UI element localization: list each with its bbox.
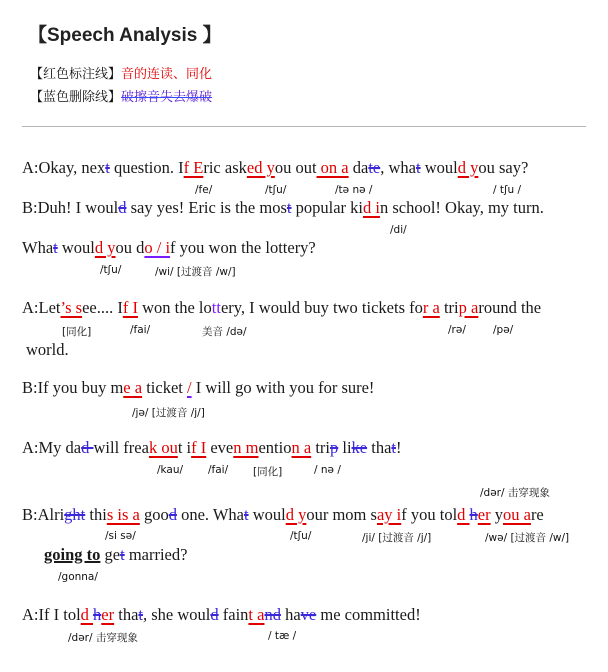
dialogue-line-4 — [22, 298, 541, 318]
text-segment: tha — [367, 438, 392, 457]
linked-sound: e a — [123, 378, 143, 397]
deleted-sound: d — [81, 438, 94, 457]
dialogue-line-7 — [22, 505, 544, 525]
text-segment: A:Let — [22, 298, 61, 317]
text-segment: ou out — [274, 158, 317, 177]
text-segment: one. Wha — [176, 505, 244, 524]
text-segment: A:Okay, nex — [22, 158, 106, 177]
text-segment: woul — [420, 158, 458, 177]
text-segment: ee.... I — [82, 298, 123, 317]
phonetic-note: /di/ — [390, 224, 407, 236]
linked-sound: o / i — [144, 238, 171, 257]
text-segment: eve — [206, 438, 234, 457]
legend-red-value: 音的连读、同化 — [121, 67, 213, 82]
phonetic-note: /ji/ [过渡音 /j/] — [362, 532, 432, 544]
text-segment: tha — [114, 605, 139, 624]
text-segment: B:If you buy m — [22, 378, 124, 397]
legend-blue-key: 【蓝色删除线】 — [30, 90, 122, 105]
deleted-sound: p — [329, 438, 339, 457]
text-segment: tri — [439, 298, 459, 317]
phonetic-note: /dər/ 击穿现象 — [480, 487, 550, 499]
phonetic-note: /jə/ [过渡音 /j/] — [132, 407, 205, 419]
deleted-sound: h — [469, 505, 478, 524]
deleted-sound: ke — [351, 438, 368, 457]
text-segment: woul — [248, 505, 286, 524]
deleted-sound: t — [53, 238, 58, 257]
legend-blue — [30, 86, 212, 105]
deleted-sound: t — [416, 158, 421, 177]
text-segment: n school! Okay, my turn. — [379, 198, 544, 217]
phonetic-note: /wə/ [过渡音 /w/] — [485, 532, 570, 544]
text-segment: thi — [85, 505, 107, 524]
phonetic-note: /tʃu/ — [265, 184, 287, 196]
linked-sound: ay i — [376, 505, 402, 524]
phonetic-note: /tə nə / — [335, 184, 373, 196]
text-segment: fain — [218, 605, 249, 624]
text-segment: ou say? — [478, 158, 529, 177]
text-segment: me committed! — [316, 605, 421, 624]
text-segment: question. I — [109, 158, 184, 177]
phonetic-note: /gonna/ — [58, 571, 98, 583]
linked-sound: s is a — [106, 505, 140, 524]
linked-sound: f I — [122, 298, 138, 317]
text-segment: ery, I would buy two tickets fo — [220, 298, 423, 317]
phonetic-note: [同化] — [62, 326, 92, 338]
text-segment: I will go with you for sure! — [191, 378, 375, 397]
deleted-sound: te — [368, 158, 381, 177]
phonetic-note: /si sə/ — [105, 530, 136, 542]
linked-sound: er — [101, 605, 115, 624]
linked-sound: n m — [233, 438, 259, 457]
linked-sound: p a — [458, 298, 479, 317]
linked-sound: r a — [422, 298, 440, 317]
dialogue-line-2 — [22, 198, 544, 218]
phonetic-note: /kau/ — [157, 464, 184, 476]
deleted-sound: ght — [64, 505, 86, 524]
text-segment: woul — [57, 238, 95, 257]
deleted-sound: h — [93, 605, 102, 624]
divider — [22, 126, 586, 127]
deleted-sound: nd — [264, 605, 281, 624]
text-segment: A:If I tol — [22, 605, 81, 624]
text-segment: , she woul — [143, 605, 211, 624]
text-segment: popular ki — [291, 198, 363, 217]
text-segment: ticket — [142, 378, 187, 397]
linked-sound: d i — [362, 198, 380, 217]
linked-sound: ’s s — [60, 298, 83, 317]
text-segment: B:Duh! I woul — [22, 198, 119, 217]
linked-sound: k ou — [148, 438, 178, 457]
text-segment: say yes! Eric is the mos — [126, 198, 287, 217]
dialogue-line-4-cont — [26, 340, 69, 360]
legend-blue-value: 破擦音失去爆破 — [121, 90, 213, 105]
phonetic-note: /dər/ 击穿现象 — [68, 632, 138, 644]
text-segment: round the — [478, 298, 542, 317]
text-segment: world. — [26, 340, 69, 359]
deleted-sound: t — [120, 545, 125, 564]
legend-red-key: 【红色标注线】 — [30, 67, 122, 82]
dialogue-line-1 — [22, 158, 528, 178]
text-segment: f you won the lottery? — [170, 238, 316, 257]
phonetic-note: / nə / — [314, 464, 341, 476]
text-segment: goo — [139, 505, 169, 524]
deleted-sound: ve — [300, 605, 317, 624]
flapped-sound: tt — [211, 298, 221, 317]
deleted-sound: d — [210, 605, 219, 624]
deleted-sound: d — [168, 505, 177, 524]
text-segment: f you tol — [401, 505, 458, 524]
phonetic-note: 美音 /də/ — [202, 326, 247, 338]
linked-sound: d y — [285, 505, 307, 524]
phonetic-note: /fai/ — [130, 324, 151, 336]
dialogue-line-8 — [22, 605, 421, 625]
linked-sound: f E — [183, 158, 204, 177]
linked-sound: / — [186, 378, 192, 397]
dialogue-line-3 — [22, 238, 316, 258]
dialogue-line-5 — [22, 378, 374, 398]
text-segment: A:My da — [22, 438, 82, 457]
phonetic-note: /rə/ — [448, 324, 466, 336]
phonetic-note: [同化] — [253, 466, 283, 478]
deleted-sound: d — [118, 198, 127, 217]
text-segment: ge — [100, 545, 121, 564]
phonetic-note: / tʃu / — [493, 184, 522, 196]
reduced-phrase: going to — [44, 545, 101, 564]
text-segment: Wha — [22, 238, 54, 257]
text-segment: ou d — [115, 238, 145, 257]
text-segment: B:Alri — [22, 505, 65, 524]
linked-sound: d — [457, 505, 470, 524]
text-segment: entio — [258, 438, 292, 457]
text-segment: ! — [396, 438, 402, 457]
text-segment: re — [530, 505, 544, 524]
deleted-sound: t — [105, 158, 110, 177]
deleted-sound: t — [138, 605, 143, 624]
text-segment: ha — [280, 605, 301, 624]
text-segment: will frea — [93, 438, 149, 457]
linked-sound: f I — [191, 438, 207, 457]
text-segment: our mom s — [306, 505, 377, 524]
phonetic-note: / tæ / — [268, 630, 297, 642]
legend-red — [30, 63, 212, 82]
linked-sound: d y — [457, 158, 479, 177]
text-segment: y — [490, 505, 503, 524]
text-segment: married? — [124, 545, 188, 564]
deleted-sound: t — [286, 198, 292, 217]
linked-sound: n a — [291, 438, 312, 457]
phonetic-note: /tʃu/ — [290, 530, 312, 542]
linked-sound: on a — [316, 158, 349, 177]
dialogue-line-7-cont — [44, 545, 187, 565]
dialogue-line-6 — [22, 438, 402, 458]
text-segment: tri — [311, 438, 330, 457]
phonetic-note: /pə/ — [493, 324, 514, 336]
linked-sound: d y — [94, 238, 116, 257]
linked-sound: er — [477, 505, 491, 524]
text-segment: t i — [177, 438, 192, 457]
phonetic-note: /fai/ — [208, 464, 229, 476]
text-segment: da — [348, 158, 369, 177]
text-segment: , wha — [380, 158, 416, 177]
phonetic-note: /wi/ [过渡音 /w/] — [155, 266, 236, 278]
linked-sound: ou a — [502, 505, 531, 524]
text-segment: li — [338, 438, 352, 457]
deleted-sound: t — [391, 438, 396, 457]
linked-sound: t a — [248, 605, 265, 624]
text-segment: won the lo — [137, 298, 212, 317]
text-segment: ric ask — [203, 158, 247, 177]
linked-sound: ed y — [246, 158, 275, 177]
linked-sound: d — [80, 605, 94, 624]
phonetic-note: /fe/ — [195, 184, 213, 196]
phonetic-note: /tʃu/ — [100, 264, 122, 276]
deleted-sound: t — [244, 505, 249, 524]
page-title: 【Speech Analysis 】 — [28, 25, 222, 46]
